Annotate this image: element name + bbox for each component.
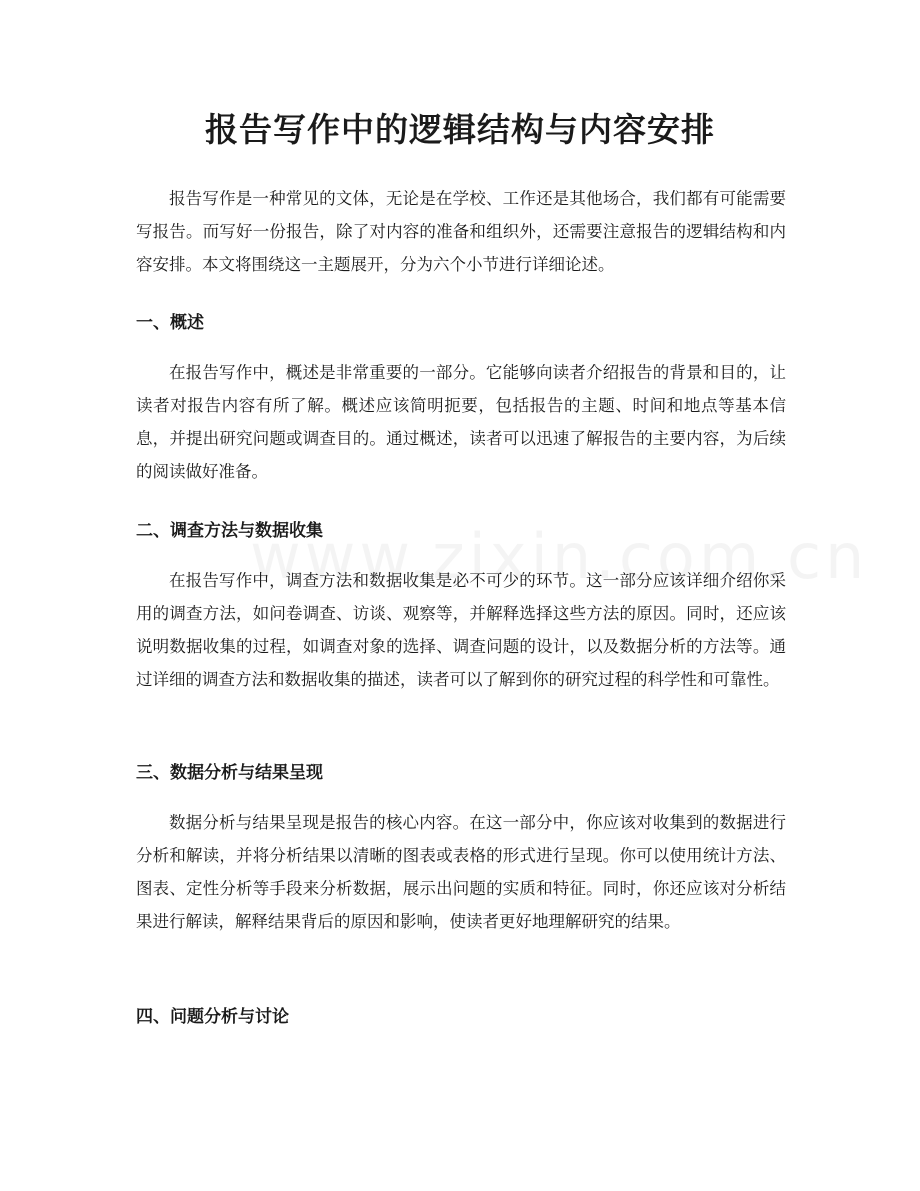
section-heading-analysis: 三、数据分析与结果呈现 xyxy=(136,763,323,783)
page-title: 报告写作中的逻辑结构与内容安排 xyxy=(205,110,715,149)
section-paragraph-methods: 在报告写作中，调查方法和数据收集是必不可少的环节。这一部分应该详细介绍你采用的调查方法，如问卷调查、访谈、观察等，并解释选择这些方法的原因。同时，还应该说明数据收集的过程，如调查对象的选择、调查问题的设计，以及数据分析的方法等。通过详细的调查方法和数据收集的描述，读者可以了解到你的研究过程的科学性和可靠性。 xyxy=(136,571,786,689)
intro-paragraph: 报告写作是一种常见的文体，无论是在学校、工作还是其他场合，我们都有可能需要写报告。而写好一份报告，除了对内容的准备和组织外，还需要注意报告的逻辑结构和内容安排。本文将围绕这一主题展开，分为六个小节进行详细论述。 xyxy=(136,189,786,274)
section-paragraph-overview: 在报告写作中，概述是非常重要的一部分。它能够向读者介绍报告的背景和目的，让读者对报告内容有所了解。概述应该简明扼要，包括报告的主题、时间和地点等基本信息，并提出研究问题或调查目的。通过概述，读者可以迅速了解报告的主要内容，为后续的阅读做好准备。 xyxy=(136,363,786,481)
section-paragraph-analysis: 数据分析与结果呈现是报告的核心内容。在这一部分中，你应该对收集到的数据进行分析和解读，并将分析结果以清晰的图表或表格的形式进行呈现。你可以使用统计方法、图表、定性分析等手段来分析数据，展示出问题的实质和特征。同时，你还应该对分析结果进行解读，解释结果背后的原因和影响，使读者更好地理解研究的结果。 xyxy=(136,813,786,931)
section-heading-discussion: 四、问题分析与讨论 xyxy=(136,1007,289,1027)
section-heading-methods: 二、调查方法与数据收集 xyxy=(136,521,323,541)
section-heading-overview: 一、概述 xyxy=(136,313,204,333)
